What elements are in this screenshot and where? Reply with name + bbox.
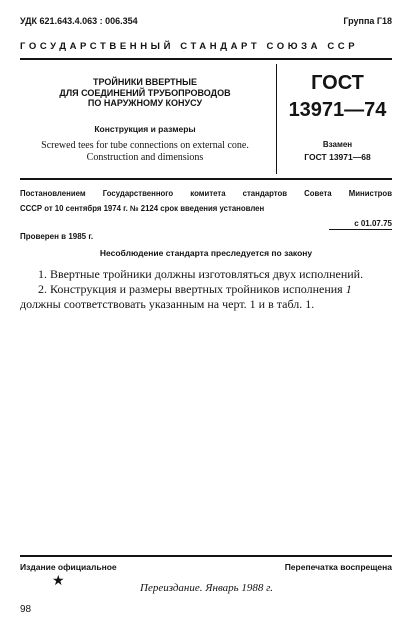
- reissue-note: Переиздание. Январь 1988 г.: [140, 582, 274, 594]
- checked-note: Проверен в 1985 г.: [20, 232, 94, 241]
- footer-rule: [20, 555, 392, 557]
- effective-date: с 01.07.75: [354, 219, 392, 228]
- header-rule: [20, 58, 392, 60]
- decree-line: СССР от 10 сентября 1974 г. № 2124 срок введения установлен: [20, 204, 265, 213]
- gost-label: ГОСТ: [311, 72, 364, 94]
- udk-code: УДК 621.643.4.063 : 006.354: [20, 16, 138, 26]
- ru-title-line: ПО НАРУЖНОМУ КОНУСУ: [87, 98, 203, 108]
- replaces-value: ГОСТ 13971—68: [304, 152, 371, 162]
- ru-title: [20, 77, 270, 109]
- ru-title-line: ДЛЯ СОЕДИНЕНИЙ ТРУБОПРОВОДОВ: [59, 87, 231, 98]
- en-title-line: Construction and dimensions: [86, 151, 204, 163]
- star-icon: ★: [52, 572, 65, 588]
- en-title-line: Screwed tees for tube connections on external cone.: [41, 140, 249, 151]
- replaces-label: Взамен: [322, 140, 353, 149]
- group-code: Группа Г18: [343, 16, 392, 26]
- paragraph-2-continuation: должны соответствовать указанным на черт. 1 и в табл. 1.: [20, 297, 315, 311]
- paragraph-1: 1. Ввертные тройники должны изготовляться двух исполнений.: [38, 267, 364, 281]
- official-edition: Издание официальное: [20, 562, 117, 572]
- title-divider: [276, 64, 277, 174]
- page-number: 98: [20, 604, 32, 615]
- title-rule: [20, 178, 392, 180]
- standard-banner: ГОСУДАРСТВЕННЫЙ СТАНДАРТ СОЮЗА ССР: [20, 41, 359, 52]
- paragraph-2-text: 2. Конструкция и размеры ввертных тройников исполнения: [38, 282, 346, 296]
- effective-date-underline: [329, 229, 392, 230]
- gost-number: 13971—74: [288, 99, 387, 121]
- paragraph-2: [38, 282, 352, 297]
- legal-notice: Несоблюдение стандарта преследуется по закону: [99, 248, 313, 258]
- ru-subtitle: Конструкция и размеры: [94, 124, 196, 134]
- reprint-forbidden: Перепечатка воспрещена: [284, 562, 392, 572]
- decree-line: Постановлением Государственного комитета стандартов Совета Министров: [20, 189, 392, 198]
- execution-number: 1: [345, 282, 352, 296]
- en-title: [20, 140, 270, 163]
- ru-title-line: ТРОЙНИКИ ВВЕРТНЫЕ: [93, 77, 197, 87]
